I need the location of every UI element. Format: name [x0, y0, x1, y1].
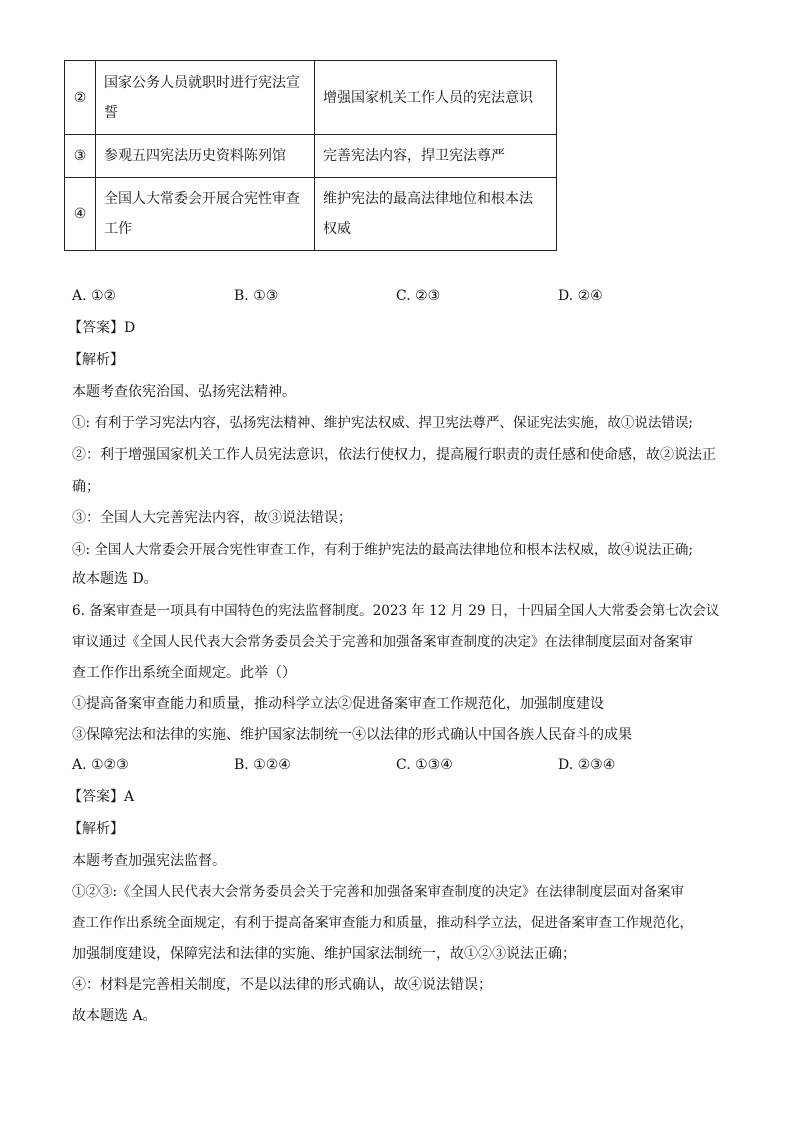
effect-cell	[315, 178, 557, 251]
option-a[interactable]: A. ①②	[72, 288, 117, 304]
q6-statement-line: ③保障宪法和法律的实施、维护国家法制统一④以法律的形式确认中国各族人民奋斗的成果	[72, 727, 632, 743]
q6-statement-line: ①提高备案审查能力和质量，推动科学立法②促进备案审查工作规范化，加强制度建设	[72, 696, 604, 712]
option-b[interactable]: B. ①③	[234, 288, 279, 304]
q6-options	[72, 757, 722, 777]
q5-options	[72, 288, 722, 308]
q5-analysis-line: ①: 有利于学习宪法内容，弘扬宪法精神、维护宪法权威、捍卫宪法尊严、保证宪法实施，故①说法错误;	[72, 415, 693, 431]
effect-cell	[315, 135, 557, 178]
q5-analysis-line: 确；	[72, 479, 100, 495]
q5-analysis-line: ④: 全国人大常委会开展合宪性审查工作，有利于维护宪法的最高法律地位和根本法权威，故④说法正确;	[72, 542, 693, 558]
effect-cell	[315, 61, 557, 135]
q5-analysis-label: 【解析】	[68, 352, 124, 368]
q6-analysis-line: ①②③:《全国人民代表大会常务委员会关于完善和加强备案审查制度的决定》在法律制度层面对备案审	[72, 884, 685, 900]
q6-stem-line: 审议通过《全国人民代表大会常务委员会关于完善和加强备案审查制度的决定》在法律制度层面对备案审	[72, 634, 693, 650]
q6-analysis-line: 查工作作出系统全面规定，有利于提高备案审查能力和质量，推动科学立法，促进备案审查工作规范化，	[72, 915, 693, 931]
q6-analysis-label: 【解析】	[68, 821, 124, 837]
q6-stem-line: 6. 备案审查是一项具有中国特色的宪法监督制度。2023 年 12 月 29 日，十四届全国人大常委会第七次会议	[72, 603, 720, 619]
cell-line: 权威	[323, 221, 351, 237]
option-d[interactable]: D. ②④	[558, 288, 603, 304]
option-d[interactable]: D. ②③④	[558, 757, 616, 773]
cell-line: 全国人大常委会开展合宪性审查	[104, 191, 300, 207]
q6-analysis-line: 故本题选 A。	[72, 1008, 157, 1024]
option-c[interactable]: C. ②③	[396, 288, 441, 304]
q5-analysis-line: 本题考查依宪治国、弘扬宪法精神。	[72, 384, 296, 400]
cell-line: 国家公务人员就职时进行宪法宣	[104, 74, 300, 91]
cell-line: 增强国家机关工作人员的宪法意识	[323, 89, 533, 106]
option-b[interactable]: B. ①②④	[234, 757, 291, 773]
cell-line: 完善宪法内容，捍卫宪法尊严	[323, 148, 505, 164]
option-c[interactable]: C. ①③④	[396, 757, 453, 773]
cell-line: 誓	[104, 104, 118, 121]
option-a[interactable]: A. ①②③	[72, 757, 129, 773]
measure-cell	[96, 178, 315, 251]
cell-line: 维护宪法的最高法律地位和根本法	[323, 191, 533, 207]
row-number: ②	[65, 61, 96, 135]
cell-line: 工作	[104, 221, 132, 237]
q6-answer: 【答案】A	[68, 789, 135, 805]
q6-analysis-line: 本题考查加强宪法监督。	[72, 853, 226, 869]
q6-analysis-line: ④：材料是完善相关制度，不是以法律的形式确认，故④说法错误；	[72, 977, 492, 993]
q6-stem-line: 查工作作出系统全面规定。此举（）	[72, 665, 296, 681]
row-number: ④	[65, 178, 96, 251]
statement-table	[64, 60, 557, 251]
q5-analysis-line: ③：全国人大完善宪法内容，故③说法错误；	[72, 510, 352, 526]
q5-analysis-line: ②：利于增强国家机关工作人员宪法意识，依法行使权力，提高履行职责的责任感和使命感，故②说法正	[72, 447, 716, 463]
measure-cell	[96, 135, 315, 178]
q5-analysis-line: 故本题选 D。	[72, 571, 158, 587]
row-number: ③	[65, 135, 96, 178]
measure-cell	[96, 61, 315, 135]
q5-answer: 【答案】D	[68, 320, 136, 336]
q6-analysis-line: 加强制度建设，保障宪法和法律的实施、维护国家法制统一，故①②③说法正确；	[72, 946, 576, 962]
table-row	[65, 135, 557, 178]
table-row	[65, 178, 557, 251]
table-row	[65, 61, 557, 135]
cell-line: 参观五四宪法历史资料陈列馆	[104, 148, 286, 164]
